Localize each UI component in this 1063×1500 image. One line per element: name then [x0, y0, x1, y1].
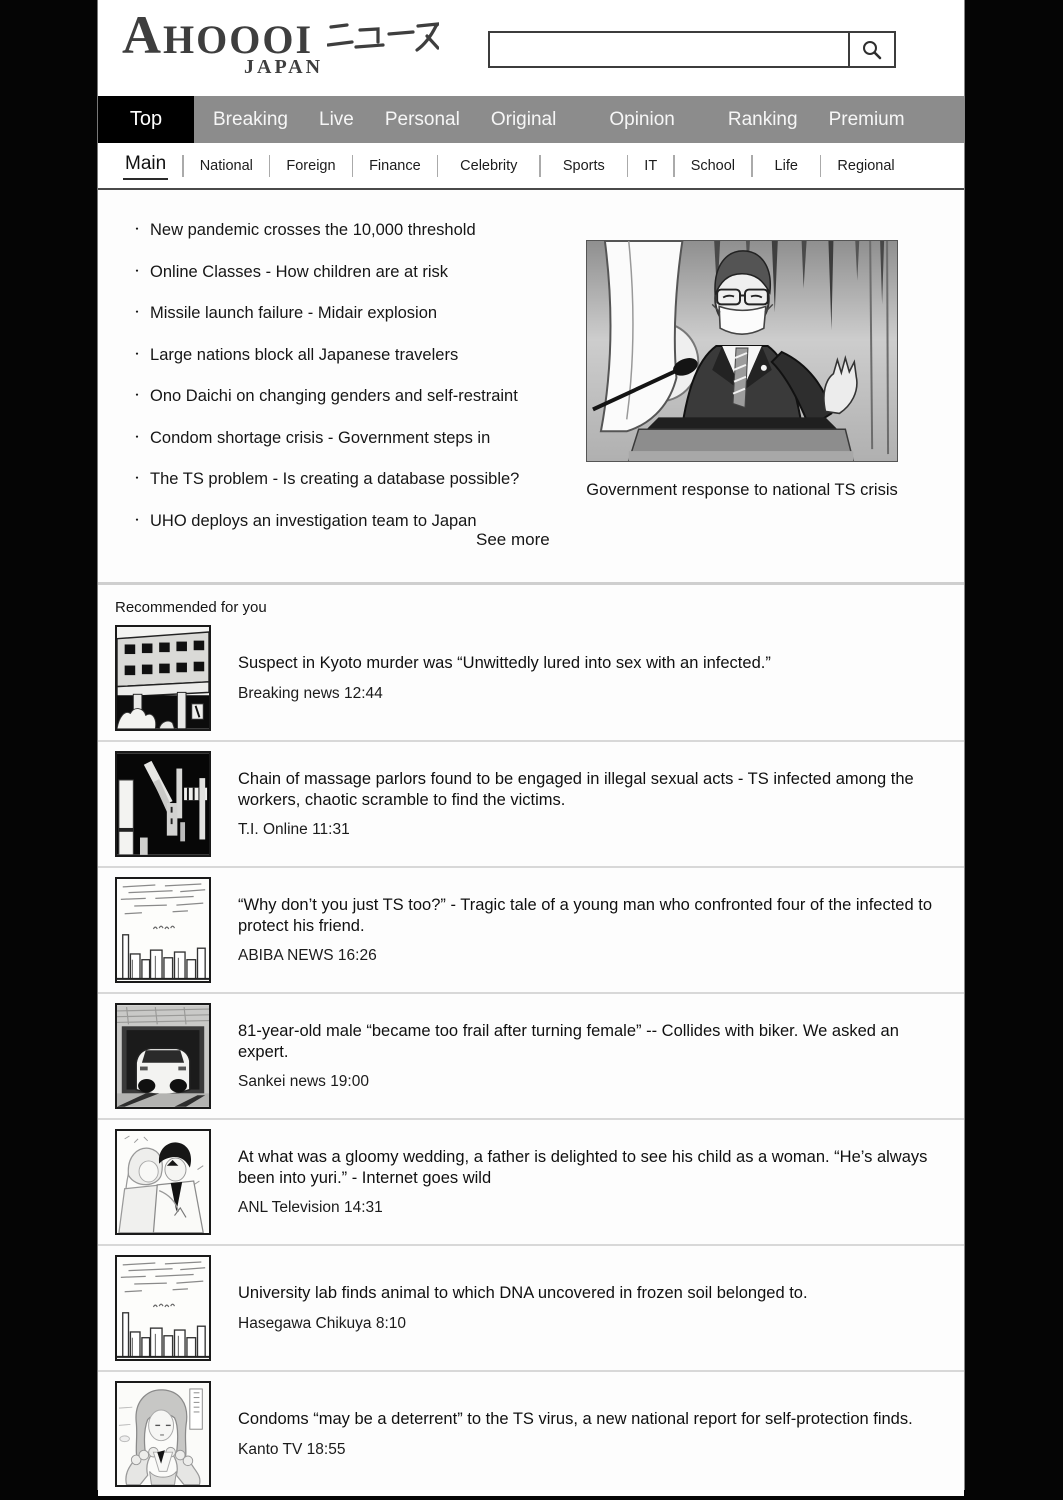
news-headline[interactable]: At what was a gloomy wedding, a father is delighted to see his child as a woman. “He’s always been into yuri.” - Internet goes wild: [238, 1148, 928, 1187]
category-tab-main[interactable]: Main: [123, 151, 168, 180]
news-source: ABIBA NEWS 16:26: [238, 947, 377, 964]
news-item[interactable]: [98, 740, 964, 866]
logo-japan-text: JAPAN: [244, 56, 324, 79]
thumbnail-city-skyline[interactable]: [115, 877, 211, 983]
search-input[interactable]: [488, 31, 848, 68]
news-headline[interactable]: Condoms “may be a deterrent” to the TS virus, a new national report for self-protection finds.: [238, 1410, 913, 1429]
news-headline[interactable]: “Why don’t you just TS too?” - Tragic tale of a young man who confronted four of the infected to protect his friend.: [238, 896, 932, 935]
category-tab-sports[interactable]: Sports: [562, 157, 605, 174]
nav-tab-opinion[interactable]: Opinion: [609, 108, 675, 130]
category-tab-school[interactable]: School: [690, 157, 736, 174]
news-item[interactable]: [98, 1370, 964, 1496]
news-headline[interactable]: Suspect in Kyoto murder was “Unwittedly lured into sex with an infected.”: [238, 654, 771, 673]
news-source: ANL Television 14:31: [238, 1199, 383, 1216]
news-source: Hasegawa Chikuya 8:10: [238, 1314, 407, 1332]
bullet: ・: [131, 471, 144, 485]
bullet: ・: [131, 512, 144, 527]
category-tab-life[interactable]: Life: [774, 157, 798, 174]
nav-tab-live[interactable]: Live: [319, 108, 354, 130]
news-source: T.I. Online 11:31: [238, 821, 350, 838]
news-headline[interactable]: Chain of massage parlors found to be engaged in illegal sexual acts - TS infected among the workers, chaotic scramble to find the victims.: [238, 770, 914, 809]
news-item[interactable]: [98, 866, 964, 992]
search-icon: [861, 39, 883, 61]
logo-news-katakana-icon: [327, 17, 439, 60]
nav-tab-premium[interactable]: Premium: [828, 108, 905, 130]
thumbnail-night-street[interactable]: [115, 751, 211, 857]
headline-link[interactable]: ・ Online Classes - How children are at risk: [131, 262, 449, 281]
thumbnail-building-exterior[interactable]: [115, 625, 211, 731]
featured-caption[interactable]: Government response to national TS crisis: [586, 481, 898, 499]
news-headline[interactable]: University lab finds animal to which DNA uncovered in frozen soil belonged to.: [238, 1284, 808, 1303]
logo-text: AHOOOI: [122, 5, 314, 65]
headline-link[interactable]: ・ New pandemic crosses the 10,000 threshold: [131, 221, 476, 239]
category-navigation: [98, 143, 964, 190]
headline-link[interactable]: ・ Ono Daichi on changing genders and self-restraint: [131, 387, 518, 405]
thumbnail-wedding-embrace[interactable]: [115, 1129, 211, 1235]
bullet: ・: [131, 263, 144, 278]
recommended-section: [98, 585, 964, 1496]
search-button[interactable]: [848, 31, 896, 68]
category-tab-foreign[interactable]: Foreign: [286, 157, 336, 174]
recommended-title: Recommended for you: [115, 599, 267, 616]
nav-tab-top[interactable]: Top: [98, 96, 194, 143]
news-item[interactable]: [98, 1244, 964, 1370]
news-item[interactable]: [98, 616, 964, 740]
site-header: [98, 0, 964, 96]
category-tab-finance[interactable]: Finance: [369, 157, 421, 174]
headline-link[interactable]: ・ Large nations block all Japanese travelers: [131, 345, 459, 364]
category-tab-national[interactable]: National: [199, 157, 253, 174]
news-source: Breaking news 12:44: [238, 684, 383, 702]
bullet: ・: [131, 388, 144, 402]
thumbnail-woman-in-coat[interactable]: [115, 1381, 211, 1487]
bullet: ・: [131, 222, 144, 236]
site-logo[interactable]: [122, 6, 439, 79]
news-headline[interactable]: 81-year-old male “became too frail after turning female” -- Collides with biker. We asked an expert.: [238, 1022, 899, 1061]
news-source: Sankei news 19:00: [238, 1073, 369, 1090]
thumbnail-city-skyline[interactable]: [115, 1255, 211, 1361]
see-more-link[interactable]: See more: [476, 530, 550, 549]
nav-tab-original[interactable]: Original: [490, 108, 557, 130]
category-tab-it[interactable]: IT: [644, 157, 658, 174]
news-item[interactable]: [98, 992, 964, 1118]
search-bar: [488, 31, 896, 68]
nav-tab-ranking[interactable]: Ranking: [727, 108, 798, 130]
bullet: ・: [131, 429, 144, 444]
category-tab-regional[interactable]: Regional: [837, 157, 895, 174]
main-navigation: [98, 96, 964, 143]
nav-tab-personal[interactable]: Personal: [384, 108, 460, 130]
news-source: Kanto TV 18:55: [238, 1440, 346, 1458]
top-news-panel: [98, 190, 964, 585]
thumbnail-car-in-garage[interactable]: [115, 1003, 211, 1109]
press-conference-image[interactable]: [586, 240, 898, 462]
headline-link[interactable]: ・ The TS problem - Is creating a database possible?: [131, 470, 520, 488]
news-item[interactable]: [98, 1118, 964, 1244]
headline-link[interactable]: ・ Missile launch failure - Midair explosion: [131, 304, 438, 322]
featured-story: [586, 240, 898, 500]
bullet: ・: [131, 346, 144, 361]
bullet: ・: [131, 305, 144, 319]
category-tab-celebrity[interactable]: Celebrity: [460, 157, 518, 174]
news-page: [97, 0, 965, 1490]
headline-list: [131, 220, 519, 552]
nav-tab-breaking[interactable]: Breaking: [213, 108, 288, 130]
headline-link[interactable]: ・ Condom shortage crisis - Government steps in: [131, 428, 491, 447]
headline-link[interactable]: ・ UHO deploys an investigation team to Japan: [131, 511, 477, 530]
